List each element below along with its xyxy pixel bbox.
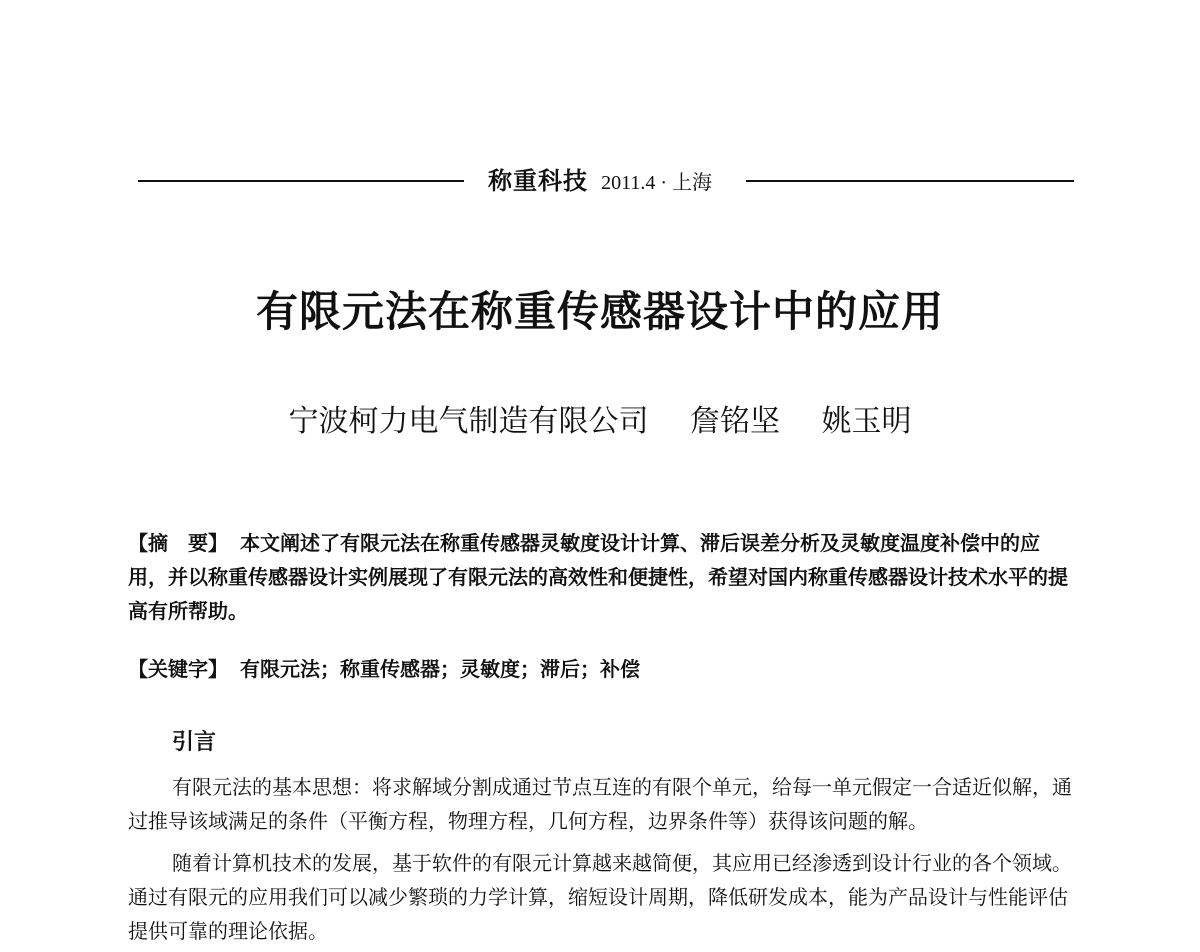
body-paragraph: 有限元法的基本思想：将求解域分割成通过节点互连的有限个单元，给每一单元假定一合适近似解，通过推导该域满足的条件（平衡方程，物理方程，几何方程，边界条件等）获得该问题的解。 [128,775,1072,833]
author-name: 詹铭坚 [690,404,780,439]
abstract-text: 本文阐述了有限元法在称重传感器灵敏度设计计算、滞后误差分析及灵敏度温度补偿中的应用，并以称重传感器设计实例展现了有限元法的高效性和便捷性，希望对国内称重传感器设计技术水平的提高有所帮助。 [128,531,1068,623]
article-title: 有限元法在称重传感器设计中的应用 [255,287,944,336]
abstract-label: 【摘 要】 [128,531,228,555]
issue-and-location: 2011.4 · 上海 [601,172,712,194]
keywords [128,652,1076,686]
keywords-text: 有限元法；称重传感器；灵敏度；滞后；补偿 [240,657,640,681]
affiliation: 宁波柯力电气制造有限公司 [288,404,649,439]
keywords-label: 【关键字】 [128,657,228,681]
journal-header [0,164,1200,201]
abstract [128,526,1076,628]
body-paragraph: 随着计算机技术的发展，基于软件的有限元计算越来越简便，其应用已经渗透到设计行业的各个领域。通过有限元的应用我们可以减少繁琐的力学计算，缩短设计周期，降低研发成本，能为产品设计与性能评估提供可靠的理论依据。 [128,851,1072,943]
section-heading: 引言 [172,730,217,755]
author-name: 姚玉明 [821,404,912,439]
author-line [0,398,1200,446]
journal-name: 称重科技 [487,166,588,195]
